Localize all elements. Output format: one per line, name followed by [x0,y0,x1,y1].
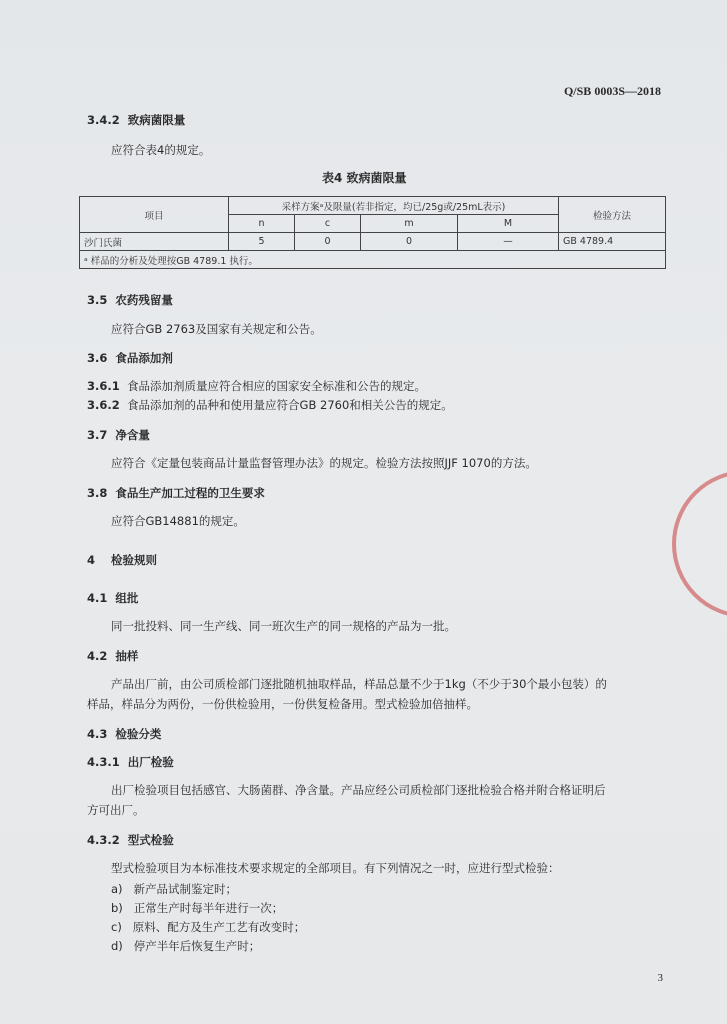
section-title: 抽样 [115,649,139,663]
cell-n: 5 [229,233,295,251]
paragraph: 型式检验项目为本标准技术要求规定的全部项目。有下列情况之一时，应进行型式检验： [111,861,560,875]
company-seal-stamp [672,470,727,618]
header-n: n [229,215,295,233]
paragraph: 应符合《定量包装商品计量监督管理办法》的规定。检验方法按照JJF 1070的方法。 [111,456,537,470]
clause-text: 食品添加剂质量应符合相应的国家安全标准和公告的规定。 [127,379,427,393]
list-item [111,919,305,935]
section-title: 型式检验 [127,833,174,847]
section-number: 3.8 [87,486,108,500]
section-number: 4.2 [87,649,108,663]
list-text: 原料、配方及生产工艺有改变时； [132,920,306,934]
section-title: 食品生产加工过程的卫生要求 [115,486,265,500]
header-M: M [458,215,559,233]
section-title: 农药残留量 [115,293,173,307]
paragraph: 应符合GB 2763及国家有关规定和公告。 [111,322,322,336]
cell-item: 沙门氏菌 [80,233,229,251]
header-sampling-plan: 采样方案ᵃ及限量(若非指定，均已/25g或/25mL表示) [229,197,559,215]
table-caption: 表4 致病菌限量 [322,171,407,185]
section-4-heading [87,552,157,568]
clause-3-6-2 [87,397,453,413]
section-4-3-2-heading [87,832,174,848]
section-3-6-heading [87,350,173,366]
paragraph-line: 方可出厂。 [87,803,145,817]
paragraph-line: 样品，样品分为两份，一份供检验用，一份供复检备用。型式检验加倍抽样。 [87,697,478,711]
section-number: 3.7 [87,428,108,442]
section-4-2-heading [87,648,138,664]
cell-method: GB 4789.4 [559,233,666,251]
section-number: 4.3.1 [87,755,120,769]
list-marker: b) [111,901,123,915]
section-number: 3.4.2 [87,113,120,127]
section-title: 致病菌限量 [127,113,186,127]
list-item [111,900,283,916]
section-title: 组批 [115,591,139,605]
clause-3-6-1 [87,378,426,394]
section-4-3-1-heading [87,754,174,770]
section-3-5-heading [87,292,173,308]
cell-m: 0 [361,233,458,251]
section-3-4-2-heading [87,112,185,128]
list-text: 新产品试制鉴定时； [133,882,238,896]
list-item [111,938,260,954]
clause-number: 3.6.1 [87,379,120,393]
cell-c: 0 [295,233,361,251]
header-item: 项目 [80,197,229,233]
table-note: ᵃ 样品的分析及处理按GB 4789.1 执行。 [80,251,666,269]
paragraph: 应符合表4的规定。 [111,143,211,157]
list-marker: d) [111,939,123,953]
header-c: c [295,215,361,233]
section-title: 出厂检验 [127,755,174,769]
section-3-8-heading [87,485,265,501]
section-number: 4 [87,553,96,567]
document-number: Q/SB 0003S—2018 [563,84,661,98]
pathogen-limit-table [79,196,666,269]
list-text: 停产半年后恢复生产时； [133,939,261,953]
section-title: 检验规则 [111,553,158,567]
list-text: 正常生产时每半年进行一次； [133,901,284,915]
paragraph-line: 出厂检验项目包括感官、大肠菌群、净含量。产品应经公司质检部门逐批检验合格并附合格证明后 [111,783,606,797]
clause-text: 食品添加剂的品种和使用量应符合GB 2760和相关公告的规定。 [127,398,453,412]
list-marker: c) [111,920,122,934]
section-number: 3.5 [87,293,108,307]
section-title: 净含量 [115,428,150,442]
header-m: m [361,215,458,233]
section-number: 4.1 [87,591,108,605]
section-4-3-heading [87,726,161,742]
section-number: 4.3.2 [87,833,120,847]
list-item [111,881,237,897]
section-number: 4.3 [87,727,108,741]
section-number: 3.6 [87,351,108,365]
paragraph: 应符合GB14881的规定。 [111,514,245,528]
paragraph: 同一批投料、同一生产线、同一班次生产的同一规格的产品为一批。 [111,619,456,633]
table-row [80,233,666,251]
section-title: 检验分类 [115,727,162,741]
section-3-7-heading [87,427,150,443]
section-title: 食品添加剂 [115,351,173,365]
list-marker: a) [111,882,123,896]
cell-M: — [458,233,559,251]
paragraph-line: 产品出厂前，由公司质检部门逐批随机抽取样品，样品总量不少于1kg（不少于30个最小包装）的 [111,677,607,691]
page-number: 3 [657,972,663,984]
clause-number: 3.6.2 [87,398,120,412]
header-method: 检验方法 [559,197,666,233]
section-4-1-heading [87,590,138,606]
